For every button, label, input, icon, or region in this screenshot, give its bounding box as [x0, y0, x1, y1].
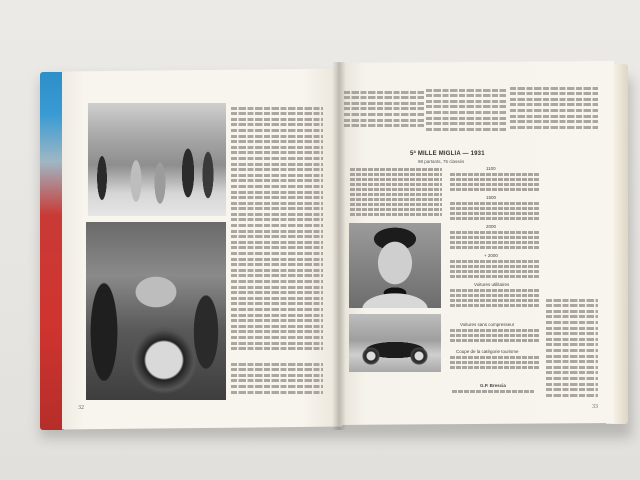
results-table-title: 5ª MILLE MIGLIA — 1931 — [410, 151, 485, 157]
book-cover-edge-left — [40, 72, 64, 430]
right-page-column-1 — [344, 88, 424, 148]
results-section-touring: Coupe de la catégorie tourisme — [456, 349, 519, 354]
right-page-column-3 — [510, 84, 598, 144]
results-section-utility: Voitures utilitaires — [474, 282, 510, 287]
left-page-body-text — [231, 104, 323, 356]
results-section-no-supercharger: Voitures sans compresseur — [460, 322, 515, 327]
right-page-number: 33 — [592, 404, 598, 410]
left-page-number: 32 — [78, 405, 84, 411]
results-section-plus-2000: + 2000 — [484, 253, 498, 258]
photo-race-car-road — [349, 314, 441, 372]
results-section-1100: 1100 — [486, 166, 496, 171]
right-page-caption-block — [546, 296, 598, 398]
photo-driver-portrait — [349, 223, 441, 308]
right-page-column-2 — [426, 86, 506, 146]
results-footer-label: G.P. Brescia — [480, 383, 506, 388]
photo-race-car-crowd — [86, 222, 226, 400]
left-page-caption-block — [231, 360, 323, 400]
results-section-1500: 1500 — [486, 195, 497, 200]
results-table-subtitle: 98 partants, 75 classés — [418, 159, 465, 164]
results-section-2000: 2000 — [486, 224, 497, 229]
photo-men-standing — [88, 103, 226, 216]
